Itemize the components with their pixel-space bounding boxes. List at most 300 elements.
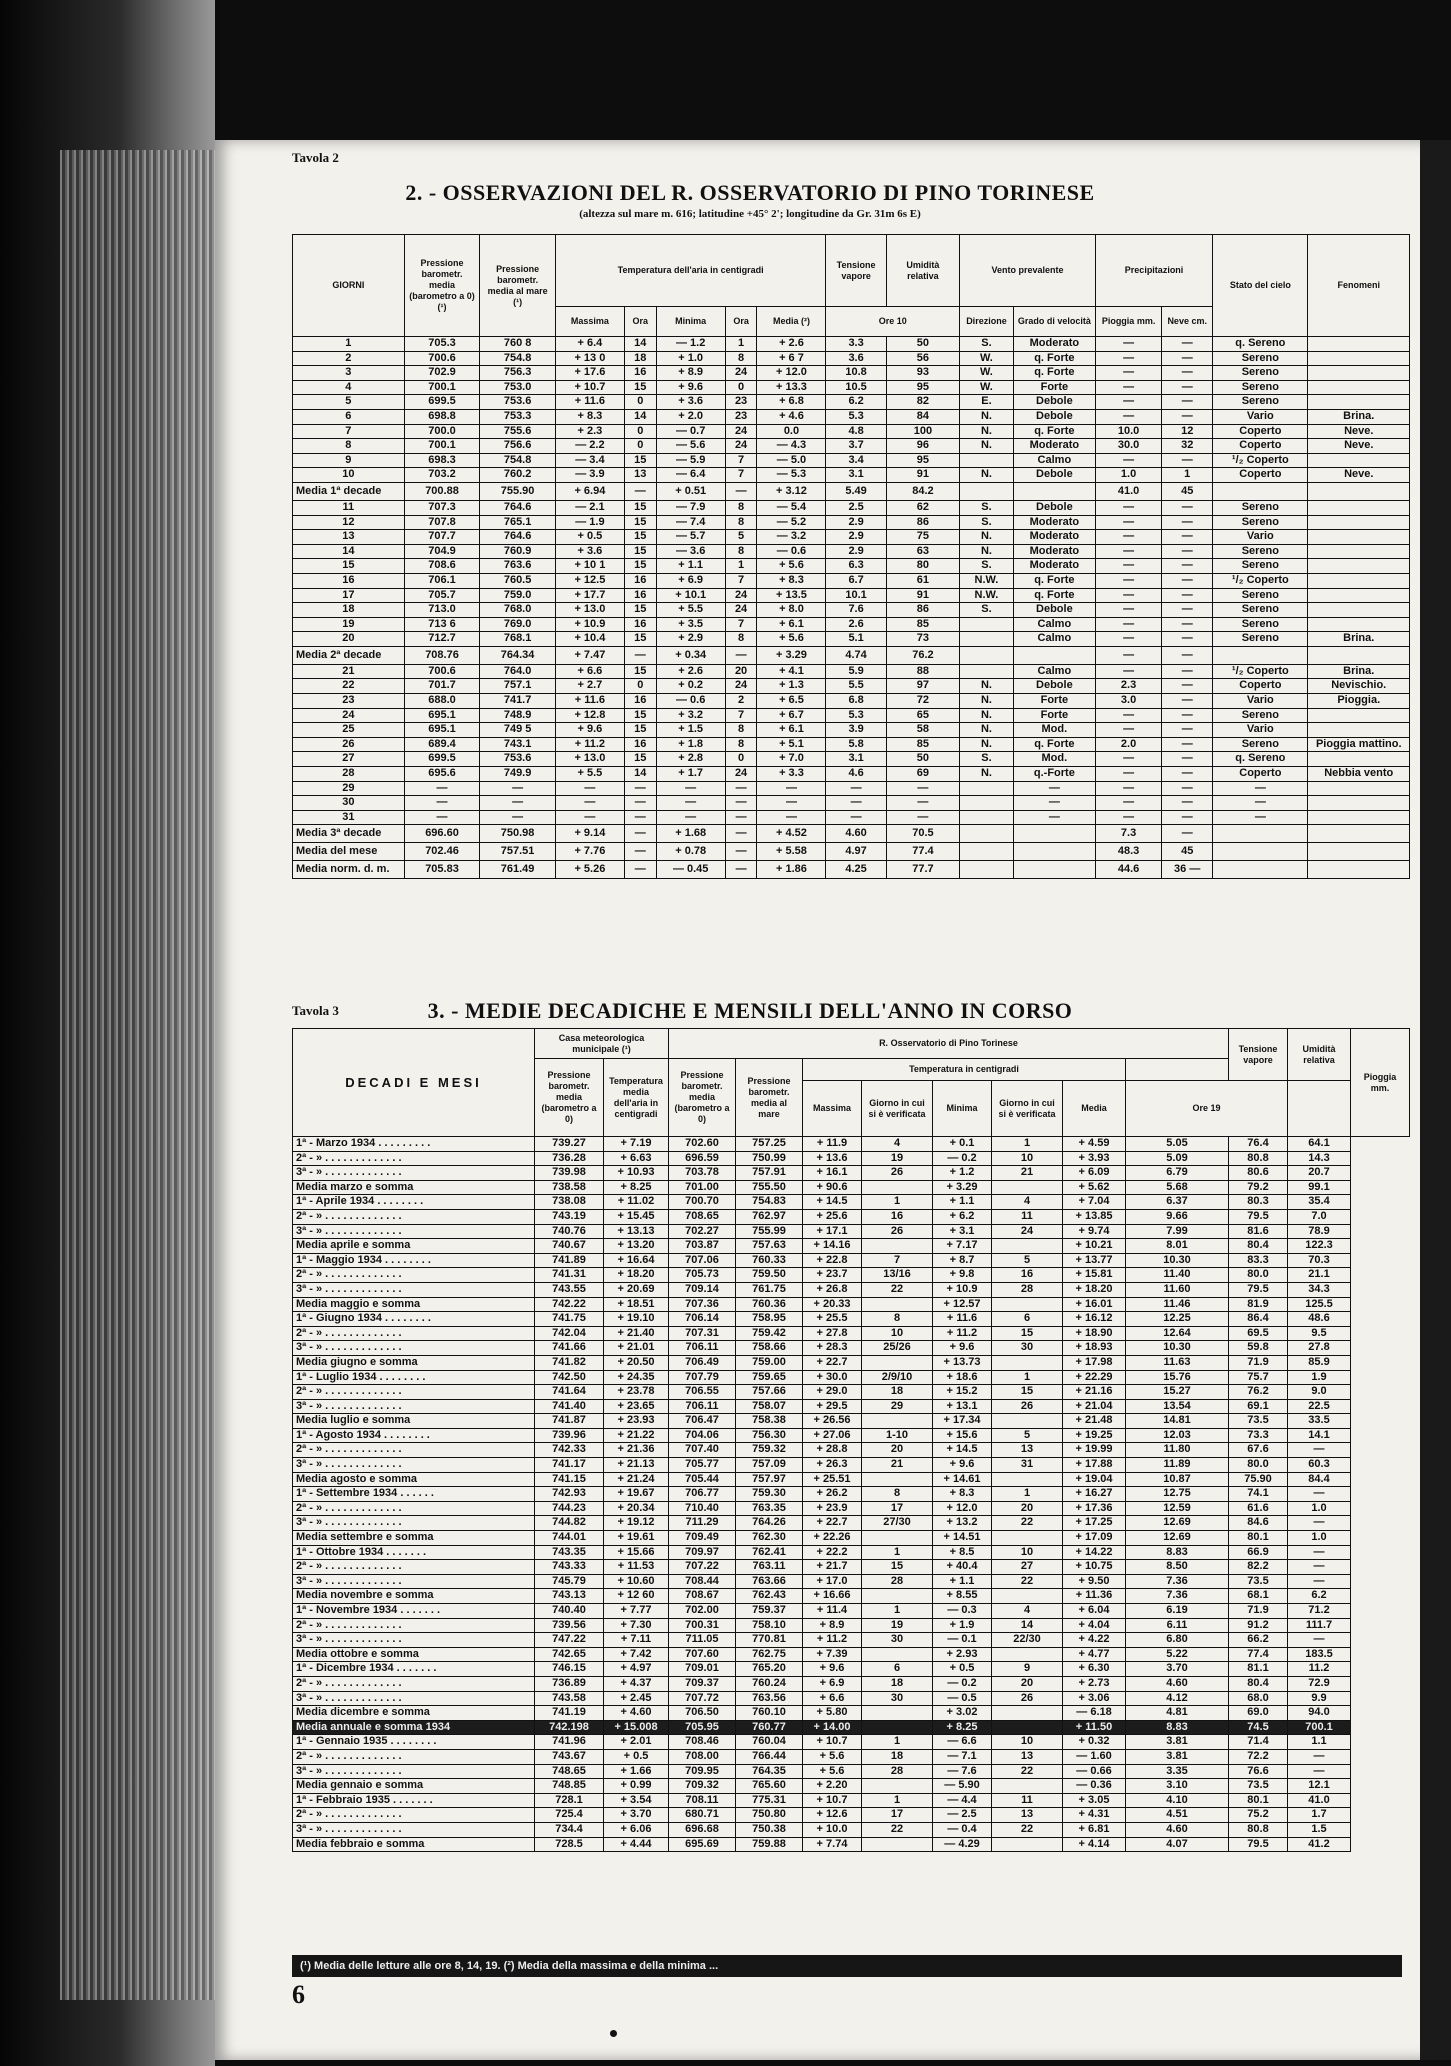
decade-cell: 15.76 bbox=[1126, 1370, 1229, 1385]
decade-cell: 1 bbox=[992, 1137, 1063, 1152]
decade-cell: + 21.24 bbox=[604, 1472, 669, 1487]
decade-cell: 705.44 bbox=[669, 1472, 736, 1487]
normal-mean-row bbox=[293, 861, 1410, 879]
col-massima2: Massima bbox=[803, 1081, 862, 1137]
day-cell: N. bbox=[960, 679, 1014, 694]
decade-cell: 760.04 bbox=[736, 1735, 803, 1750]
month-summary-row bbox=[293, 1239, 1410, 1254]
day-cell: 69 bbox=[886, 767, 959, 782]
day-cell: 713 6 bbox=[404, 617, 480, 632]
mean-cell: + 1.68 bbox=[656, 825, 725, 843]
decade-cell: 708.44 bbox=[669, 1574, 736, 1589]
decade-cell: 66.2 bbox=[1229, 1633, 1288, 1648]
decade-cell: 3ª - » . . . . . . . . . . . . . bbox=[293, 1822, 535, 1837]
month-summary-row bbox=[293, 1297, 1410, 1312]
day-cell: Coperto bbox=[1213, 767, 1308, 782]
decade-cell: + 2.73 bbox=[1063, 1676, 1126, 1691]
day-cell bbox=[960, 810, 1014, 825]
day-row bbox=[293, 603, 1410, 618]
decade-row bbox=[293, 1151, 1410, 1166]
decade-cell: 4.12 bbox=[1126, 1691, 1229, 1706]
mean-cell: Media 1ª decade bbox=[293, 482, 405, 500]
decade-cell: — bbox=[1288, 1633, 1351, 1648]
decade-row bbox=[293, 1574, 1410, 1589]
day-cell: Debole bbox=[1013, 603, 1095, 618]
decade-cell: 708.00 bbox=[669, 1749, 736, 1764]
day-cell: 10.1 bbox=[826, 588, 886, 603]
decade-cell: 80.1 bbox=[1229, 1793, 1288, 1808]
decade-cell: 6.79 bbox=[1126, 1166, 1229, 1181]
decade-cell: + 17.36 bbox=[1063, 1501, 1126, 1516]
day-cell: + 12.8 bbox=[555, 708, 624, 723]
col-press-mare-oss: Pressione barometr. media al mare bbox=[736, 1059, 803, 1137]
day-cell: 24 bbox=[725, 679, 757, 694]
decade-cell: 76.2 bbox=[1229, 1385, 1288, 1400]
decade-cell: 183.5 bbox=[1288, 1647, 1351, 1662]
day-cell: 3.6 bbox=[826, 351, 886, 366]
col-media: Media (²) bbox=[757, 307, 826, 337]
day-row bbox=[293, 366, 1410, 381]
col-umidita: Umidità relativa bbox=[886, 235, 959, 307]
decade-row bbox=[293, 1282, 1410, 1297]
mean-cell bbox=[1308, 646, 1410, 664]
decade-cell: 759.65 bbox=[736, 1370, 803, 1385]
mean-cell: + 6.94 bbox=[555, 482, 624, 500]
decade-cell: 1ª - Novembre 1934 . . . . . . . bbox=[293, 1604, 535, 1619]
day-cell: 22 bbox=[293, 679, 405, 694]
decade-cell: 742.04 bbox=[535, 1326, 604, 1341]
decade-cell: + 15.008 bbox=[604, 1720, 669, 1735]
decade-cell: 743.35 bbox=[535, 1545, 604, 1560]
day-cell: 50 bbox=[886, 337, 959, 352]
decade-cell: 728.1 bbox=[535, 1793, 604, 1808]
decade-cell: + 22.7 bbox=[803, 1355, 862, 1370]
decade-row bbox=[293, 1793, 1410, 1808]
decade-cell: 1ª - Febbraio 1935 . . . . . . . bbox=[293, 1793, 535, 1808]
decade-cell: 707.22 bbox=[669, 1560, 736, 1575]
decade-cell: 22 bbox=[862, 1282, 933, 1297]
day-cell bbox=[960, 796, 1014, 811]
day-row bbox=[293, 664, 1410, 679]
decade-cell: + 6.9 bbox=[803, 1676, 862, 1691]
decade-cell: 3ª - » . . . . . . . . . . . . . bbox=[293, 1691, 535, 1706]
decade-cell: 741.89 bbox=[535, 1253, 604, 1268]
decade-cell: 680.71 bbox=[669, 1808, 736, 1823]
decade-cell: 78.9 bbox=[1288, 1224, 1351, 1239]
decade-cell: 763.66 bbox=[736, 1574, 803, 1589]
day-cell: 8 bbox=[725, 737, 757, 752]
decade-cell: + 16.1 bbox=[803, 1166, 862, 1181]
day-cell: Calmo bbox=[1013, 632, 1095, 647]
decade-cell bbox=[992, 1589, 1063, 1604]
decade-cell: 764.26 bbox=[736, 1516, 803, 1531]
day-cell: 700.6 bbox=[404, 664, 480, 679]
decade-cell: 742.22 bbox=[535, 1297, 604, 1312]
decade-cell: 22 bbox=[992, 1822, 1063, 1837]
decade-cell: + 21.36 bbox=[604, 1443, 669, 1458]
decade-cell: 746.15 bbox=[535, 1662, 604, 1677]
decade-row bbox=[293, 1604, 1410, 1619]
decade-cell: 759.42 bbox=[736, 1326, 803, 1341]
day-cell: — bbox=[886, 781, 959, 796]
decade-cell: + 18.6 bbox=[933, 1370, 992, 1385]
decade-cell: 11.60 bbox=[1126, 1282, 1229, 1297]
day-cell: 769.0 bbox=[480, 617, 556, 632]
decade-cell: + 1.1 bbox=[933, 1574, 992, 1589]
day-cell: + 4.1 bbox=[757, 664, 826, 679]
day-cell: + 6.6 bbox=[555, 664, 624, 679]
day-cell: — bbox=[1162, 337, 1213, 352]
decade-cell: 13 bbox=[992, 1749, 1063, 1764]
decade-cell: 711.29 bbox=[669, 1516, 736, 1531]
decade-row bbox=[293, 1545, 1410, 1560]
day-cell: + 1.0 bbox=[656, 351, 725, 366]
decade-cell: 706.11 bbox=[669, 1341, 736, 1356]
decade-cell: 706.77 bbox=[669, 1487, 736, 1502]
decade-cell: 8 bbox=[862, 1312, 933, 1327]
day-cell: — bbox=[1162, 395, 1213, 410]
day-cell: — 5.4 bbox=[757, 500, 826, 515]
decade-cell: 3ª - » . . . . . . . . . . . . . bbox=[293, 1399, 535, 1414]
day-cell: 698.3 bbox=[404, 453, 480, 468]
col-direzione: Direzione bbox=[960, 307, 1014, 337]
decade-cell: + 6.6 bbox=[803, 1691, 862, 1706]
col-temperatura: Temperatura dell'aria in centigradi bbox=[555, 235, 826, 307]
decade-cell: + 21.22 bbox=[604, 1428, 669, 1443]
decade-cell bbox=[862, 1531, 933, 1546]
day-cell: 31 bbox=[293, 810, 405, 825]
decade-cell: + 22.29 bbox=[1063, 1370, 1126, 1385]
day-cell: 10.8 bbox=[826, 366, 886, 381]
decade-cell: + 15.66 bbox=[604, 1545, 669, 1560]
day-cell: — bbox=[1095, 632, 1161, 647]
decade-cell: + 6.04 bbox=[1063, 1604, 1126, 1619]
day-cell: 707.3 bbox=[404, 500, 480, 515]
day-row bbox=[293, 409, 1410, 424]
day-cell: + 2.7 bbox=[555, 679, 624, 694]
decade-cell: — 0.1 bbox=[933, 1633, 992, 1648]
decade-cell: Media maggio e somma bbox=[293, 1297, 535, 1312]
day-cell: + 5.5 bbox=[656, 603, 725, 618]
decade-cell: 750.99 bbox=[736, 1151, 803, 1166]
decade-cell: 9.0 bbox=[1288, 1385, 1351, 1400]
decade-cell: 750.80 bbox=[736, 1808, 803, 1823]
decade-cell: 738.58 bbox=[535, 1180, 604, 1195]
day-cell: 708.6 bbox=[404, 559, 480, 574]
decade-cell: 709.49 bbox=[669, 1531, 736, 1546]
decade-cell: 71.4 bbox=[1229, 1735, 1288, 1750]
day-cell: 759.0 bbox=[480, 588, 556, 603]
decade-cell: 13.54 bbox=[1126, 1399, 1229, 1414]
decade-cell: + 4.60 bbox=[604, 1706, 669, 1721]
day-cell: S. bbox=[960, 603, 1014, 618]
day-cell: Calmo bbox=[1013, 617, 1095, 632]
day-cell: 15 bbox=[624, 515, 656, 530]
day-cell: 5.3 bbox=[826, 409, 886, 424]
decade-cell: 15.27 bbox=[1126, 1385, 1229, 1400]
day-cell: Calmo bbox=[1013, 664, 1095, 679]
decade-row bbox=[293, 1385, 1410, 1400]
day-cell: 699.5 bbox=[404, 395, 480, 410]
decade-cell: 760.24 bbox=[736, 1676, 803, 1691]
decade-cell: 81.9 bbox=[1229, 1297, 1288, 1312]
month-summary-row bbox=[293, 1180, 1410, 1195]
decade-cell: 2ª - » . . . . . . . . . . . . . bbox=[293, 1808, 535, 1823]
day-cell: — bbox=[1213, 781, 1308, 796]
day-cell: 5 bbox=[293, 395, 405, 410]
day-cell: + 5.5 bbox=[555, 767, 624, 782]
decade-cell: 709.01 bbox=[669, 1662, 736, 1677]
col-tensione2: Tensione vapore bbox=[1229, 1029, 1288, 1081]
mean-cell bbox=[960, 482, 1014, 500]
day-cell: 757.1 bbox=[480, 679, 556, 694]
decade-cell: 80.8 bbox=[1229, 1822, 1288, 1837]
day-cell: — bbox=[1162, 781, 1213, 796]
decade-cell: + 1.1 bbox=[933, 1195, 992, 1210]
day-cell: 700.1 bbox=[404, 439, 480, 454]
decade-cell: + 17.98 bbox=[1063, 1355, 1126, 1370]
decade-cell: 71.9 bbox=[1229, 1355, 1288, 1370]
decade-cell: 743.67 bbox=[535, 1749, 604, 1764]
decade-cell: — 7.1 bbox=[933, 1749, 992, 1764]
day-cell: Calmo bbox=[1013, 453, 1095, 468]
decade-cell: + 5.6 bbox=[803, 1749, 862, 1764]
decade-cell: — bbox=[1288, 1487, 1351, 1502]
decade-cell: 747.22 bbox=[535, 1633, 604, 1648]
decade-cell: 125.5 bbox=[1288, 1297, 1351, 1312]
decade-cell: 6.11 bbox=[1126, 1618, 1229, 1633]
day-cell: Forte bbox=[1013, 708, 1095, 723]
decade-cell: 12.64 bbox=[1126, 1326, 1229, 1341]
decade-cell bbox=[992, 1647, 1063, 1662]
decade-cell: 19 bbox=[862, 1618, 933, 1633]
decade-cell: 6.2 bbox=[1288, 1589, 1351, 1604]
day-cell: 84 bbox=[886, 409, 959, 424]
decade-cell: 10 bbox=[992, 1545, 1063, 1560]
decade-cell: 80.4 bbox=[1229, 1239, 1288, 1254]
decade-cell: 707.06 bbox=[669, 1253, 736, 1268]
day-cell: — 2.2 bbox=[555, 439, 624, 454]
day-cell: 17 bbox=[293, 588, 405, 603]
decade-cell: 5.05 bbox=[1126, 1137, 1229, 1152]
day-cell: — bbox=[1162, 573, 1213, 588]
decade-cell: + 6.06 bbox=[604, 1822, 669, 1837]
decade-cell: + 12.57 bbox=[933, 1297, 992, 1312]
decade-cell: 707.72 bbox=[669, 1691, 736, 1706]
day-cell: 50 bbox=[886, 752, 959, 767]
day-cell: — 1.9 bbox=[555, 515, 624, 530]
decade-cell: 71.9 bbox=[1229, 1604, 1288, 1619]
decade-cell: 742.50 bbox=[535, 1370, 604, 1385]
decade-cell: 3.10 bbox=[1126, 1779, 1229, 1794]
day-cell: 760.9 bbox=[480, 544, 556, 559]
mean-cell bbox=[1013, 861, 1095, 879]
col-umidita2: Umidità relativa bbox=[1288, 1029, 1351, 1081]
decade-cell: + 7.04 bbox=[1063, 1195, 1126, 1210]
decade-cell: + 19.12 bbox=[604, 1516, 669, 1531]
decade-cell: + 14.51 bbox=[933, 1531, 992, 1546]
table1-title: 2. - OSSERVAZIONI DEL R. OSSERVATORIO DI PINO TORINESE bbox=[405, 180, 1095, 205]
decade-cell: 1.5 bbox=[1288, 1822, 1351, 1837]
mean-cell: — bbox=[624, 482, 656, 500]
day-cell: + 5.6 bbox=[757, 632, 826, 647]
day-row bbox=[293, 573, 1410, 588]
day-cell: + 8.9 bbox=[656, 366, 725, 381]
decade-cell: 736.28 bbox=[535, 1151, 604, 1166]
mean-cell: 708.76 bbox=[404, 646, 480, 664]
day-cell: Sereno bbox=[1213, 708, 1308, 723]
decade-cell: + 1.2 bbox=[933, 1166, 992, 1181]
decade-cell: 7.36 bbox=[1126, 1589, 1229, 1604]
decade-cell: 13 bbox=[992, 1808, 1063, 1823]
decade-cell: 20 bbox=[992, 1501, 1063, 1516]
decade-cell: 3ª - » . . . . . . . . . . . . . bbox=[293, 1341, 535, 1356]
day-cell: 80 bbox=[886, 559, 959, 574]
day-cell: 91 bbox=[886, 468, 959, 483]
day-cell: 93 bbox=[886, 366, 959, 381]
decade-cell: + 9.50 bbox=[1063, 1574, 1126, 1589]
day-cell: 2.9 bbox=[826, 515, 886, 530]
day-cell: — bbox=[1013, 810, 1095, 825]
day-cell: 3.4 bbox=[826, 453, 886, 468]
day-cell: — bbox=[757, 796, 826, 811]
decade-mean-row bbox=[293, 646, 1410, 664]
decade-cell: 20 bbox=[992, 1676, 1063, 1691]
decade-cell: 76.6 bbox=[1229, 1764, 1288, 1779]
day-cell: 1 bbox=[293, 337, 405, 352]
decade-cell: 2ª - » . . . . . . . . . . . . . bbox=[293, 1618, 535, 1633]
day-row bbox=[293, 530, 1410, 545]
day-cell: — 7.9 bbox=[656, 500, 725, 515]
day-cell: 764.0 bbox=[480, 664, 556, 679]
decade-cell: — bbox=[1288, 1516, 1351, 1531]
decade-cell: Media agosto e somma bbox=[293, 1472, 535, 1487]
day-cell: 18 bbox=[624, 351, 656, 366]
day-cell: 86 bbox=[886, 515, 959, 530]
col-stato: Stato del cielo bbox=[1213, 235, 1308, 337]
decade-cell: 1-10 bbox=[862, 1428, 933, 1443]
decade-cell: + 19.67 bbox=[604, 1487, 669, 1502]
decade-cell: + 4.31 bbox=[1063, 1808, 1126, 1823]
day-cell: — bbox=[555, 781, 624, 796]
decade-cell: 48.6 bbox=[1288, 1312, 1351, 1327]
decade-cell: 73.5 bbox=[1229, 1779, 1288, 1794]
decade-row bbox=[293, 1166, 1410, 1181]
day-cell: 705.7 bbox=[404, 588, 480, 603]
decade-cell: + 1.9 bbox=[933, 1618, 992, 1633]
month-summary-row bbox=[293, 1531, 1410, 1546]
col-casa: Casa meteorologica municipale (¹) bbox=[535, 1029, 669, 1059]
decade-cell: 695.69 bbox=[669, 1837, 736, 1852]
decade-cell: 766.44 bbox=[736, 1749, 803, 1764]
day-cell: — bbox=[404, 781, 480, 796]
mean-cell bbox=[1213, 482, 1308, 500]
day-cell: Sereno bbox=[1213, 617, 1308, 632]
day-cell: + 2.0 bbox=[656, 409, 725, 424]
day-cell: 16 bbox=[624, 694, 656, 709]
decade-cell: 17 bbox=[862, 1501, 933, 1516]
decade-cell: 12.69 bbox=[1126, 1516, 1229, 1531]
day-cell: — bbox=[1162, 544, 1213, 559]
col-precipitazioni: Precipitazioni bbox=[1095, 235, 1212, 307]
day-cell: — bbox=[1095, 544, 1161, 559]
day-cell: 0 bbox=[624, 395, 656, 410]
day-cell: 5.8 bbox=[826, 737, 886, 752]
day-cell: — bbox=[555, 810, 624, 825]
decade-cell: 14.81 bbox=[1126, 1414, 1229, 1429]
mean-cell: 4.74 bbox=[826, 646, 886, 664]
decade-cell bbox=[862, 1297, 933, 1312]
day-cell: — bbox=[1095, 617, 1161, 632]
day-cell: + 8.0 bbox=[757, 603, 826, 618]
day-cell: 32 bbox=[1162, 439, 1213, 454]
day-cell: Vario bbox=[1213, 694, 1308, 709]
mean-cell: Media del mese bbox=[293, 843, 405, 861]
day-cell: N. bbox=[960, 723, 1014, 738]
decade-cell: 741.17 bbox=[535, 1458, 604, 1473]
decade-cell: 739.56 bbox=[535, 1618, 604, 1633]
decade-cell: 725.4 bbox=[535, 1808, 604, 1823]
day-row bbox=[293, 679, 1410, 694]
decade-cell: 762.43 bbox=[736, 1589, 803, 1604]
mean-cell: 755.90 bbox=[480, 482, 556, 500]
day-cell: q. Forte bbox=[1013, 573, 1095, 588]
decade-cell: 11.80 bbox=[1126, 1443, 1229, 1458]
table1-subtitle: (altezza sul mare m. 616; latitudine +45° 2'; longitudine da Gr. 31m 6s E) bbox=[579, 208, 921, 220]
decade-cell: — 4.29 bbox=[933, 1837, 992, 1852]
day-cell: N. bbox=[960, 767, 1014, 782]
decade-cell: + 26.3 bbox=[803, 1458, 862, 1473]
day-cell: 23 bbox=[725, 409, 757, 424]
mean-cell: — bbox=[725, 825, 757, 843]
day-cell: — bbox=[725, 781, 757, 796]
decade-cell: + 4.37 bbox=[604, 1676, 669, 1691]
decade-cell: + 7.74 bbox=[803, 1837, 862, 1852]
mean-cell: + 1.86 bbox=[757, 861, 826, 879]
day-cell: — 5.3 bbox=[757, 468, 826, 483]
mean-cell bbox=[960, 646, 1014, 664]
day-cell: 755.6 bbox=[480, 424, 556, 439]
decade-cell: — 5.90 bbox=[933, 1779, 992, 1794]
decade-cell: + 10.7 bbox=[803, 1735, 862, 1750]
day-cell: Sereno bbox=[1213, 366, 1308, 381]
day-cell: Brina. bbox=[1308, 632, 1410, 647]
decade-cell: 18 bbox=[862, 1385, 933, 1400]
day-cell: 15 bbox=[624, 708, 656, 723]
decade-cell: 702.00 bbox=[669, 1604, 736, 1619]
decade-cell: 3ª - » . . . . . . . . . . . . . bbox=[293, 1458, 535, 1473]
day-row bbox=[293, 500, 1410, 515]
decade-cell: 759.50 bbox=[736, 1268, 803, 1283]
decade-cell: 738.08 bbox=[535, 1195, 604, 1210]
decade-cell: 86.4 bbox=[1229, 1312, 1288, 1327]
day-cell: q. Forte bbox=[1013, 351, 1095, 366]
day-cell: 12 bbox=[293, 515, 405, 530]
col-temp-casa: Temperatura media dell'aria in centigradi bbox=[604, 1059, 669, 1137]
day-cell: — bbox=[1162, 500, 1213, 515]
day-cell: 749.9 bbox=[480, 767, 556, 782]
decade-cell: 9 bbox=[992, 1662, 1063, 1677]
day-cell: q. Forte bbox=[1013, 366, 1095, 381]
day-cell: + 6.1 bbox=[757, 723, 826, 738]
decade-cell: 74.5 bbox=[1229, 1720, 1288, 1735]
day-cell: — bbox=[725, 796, 757, 811]
day-cell: Sereno bbox=[1213, 500, 1308, 515]
decade-cell: + 8.25 bbox=[933, 1720, 992, 1735]
day-cell: + 1.8 bbox=[656, 737, 725, 752]
day-cell: 8 bbox=[725, 544, 757, 559]
decade-cell: 14 bbox=[992, 1618, 1063, 1633]
